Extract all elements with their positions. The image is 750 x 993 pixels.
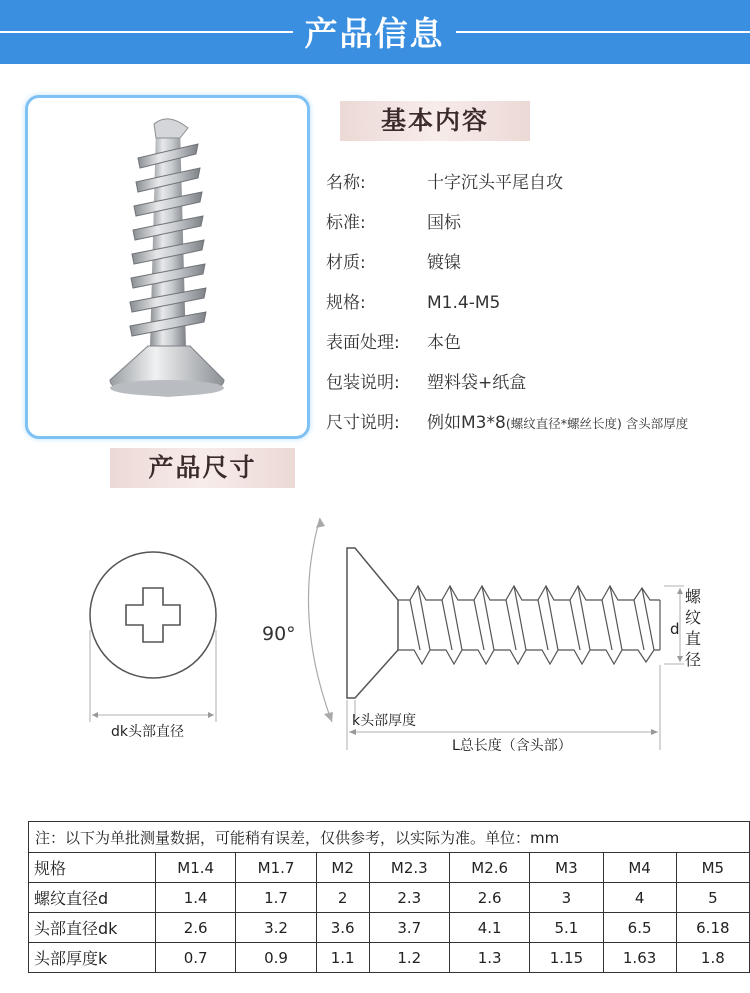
info-row-spec xyxy=(326,288,750,318)
table-cell: 3 xyxy=(530,883,603,913)
table-cell: 头部直径dk xyxy=(29,913,156,943)
info-row-size-note xyxy=(326,408,750,438)
table-cell: 3.7 xyxy=(369,913,449,943)
table-cell: 1.4 xyxy=(156,883,236,913)
table-cell: 0.9 xyxy=(236,943,316,973)
head-top-view-circle xyxy=(90,552,216,678)
table-cell: 5 xyxy=(676,883,749,913)
table-cell: 头部厚度k xyxy=(29,943,156,973)
table-cell: 3.6 xyxy=(316,913,369,943)
spec-table xyxy=(28,821,750,973)
info-value: M1.4-M5 xyxy=(427,293,501,313)
product-size-banner: 产品尺寸 xyxy=(110,448,295,488)
table-cell: 1.3 xyxy=(449,943,529,973)
d-label: d xyxy=(670,620,680,638)
header-line-left xyxy=(0,31,293,33)
table-cell: 1.7 xyxy=(236,883,316,913)
info-row-material xyxy=(326,248,750,278)
basic-content-banner: 基本内容 xyxy=(340,101,530,141)
table-cell: 1.1 xyxy=(316,943,369,973)
table-cell: 2.3 xyxy=(369,883,449,913)
info-value: 十字沉头平尾自攻 xyxy=(427,173,563,193)
table-header-cell: M1.4 xyxy=(156,853,236,883)
header-line-right xyxy=(456,31,750,33)
table-header-cell: M2.3 xyxy=(369,853,449,883)
table-cell: 4.1 xyxy=(449,913,529,943)
info-key: 包装说明: xyxy=(326,373,400,393)
product-photo xyxy=(25,95,310,439)
angle-label: 90° xyxy=(262,623,296,645)
table-cell: 螺纹直径d xyxy=(29,883,156,913)
table-cell: 1.2 xyxy=(369,943,449,973)
table-row xyxy=(29,943,750,973)
table-cell: 1.8 xyxy=(676,943,749,973)
screw-head-side xyxy=(347,548,398,698)
table-cell: 0.7 xyxy=(156,943,236,973)
table-header-cell: M3 xyxy=(530,853,603,883)
dimension-drawing xyxy=(0,500,750,770)
info-value: 本色 xyxy=(427,333,461,353)
table-note: 注：以下为单批测量数据，可能稍有误差，仅供参考，以实际为准。单位：mm xyxy=(29,822,750,853)
table-cell: 2.6 xyxy=(449,883,529,913)
size-example-tail: 含头部厚度 xyxy=(621,416,689,431)
info-row-packaging xyxy=(326,368,750,398)
info-value: 国标 xyxy=(427,213,461,233)
info-value xyxy=(427,408,688,439)
size-example-explain: (螺纹直径*螺丝长度) xyxy=(505,416,622,431)
phillips-cross-icon xyxy=(126,588,180,642)
table-cell: 6.18 xyxy=(676,913,749,943)
table-row xyxy=(29,883,750,913)
info-key: 材质: xyxy=(326,253,366,273)
info-value: 塑料袋+纸盒 xyxy=(427,373,527,393)
table-cell: 1.63 xyxy=(603,943,676,973)
table-cell: 6.5 xyxy=(603,913,676,943)
table-cell: 2.6 xyxy=(156,913,236,943)
info-key: 名称: xyxy=(326,173,366,193)
table-cell: 5.1 xyxy=(530,913,603,943)
info-key: 表面处理: xyxy=(326,333,400,353)
size-example: 例如M3*8 xyxy=(427,413,506,433)
head-thickness-label: k头部厚度 xyxy=(352,713,417,729)
table-header-cell: M5 xyxy=(676,853,749,883)
table-cell: 3.2 xyxy=(236,913,316,943)
table-header-row xyxy=(29,853,750,883)
page-title: 产品信息 xyxy=(304,14,445,53)
page-header xyxy=(0,0,750,64)
info-key: 标准: xyxy=(326,213,366,233)
table-header-cell: M4 xyxy=(603,853,676,883)
table-cell: 4 xyxy=(603,883,676,913)
angle-arc xyxy=(308,518,332,722)
table-note-row xyxy=(29,822,750,853)
screw-thread-side xyxy=(398,586,660,664)
screw-illustration xyxy=(28,98,307,436)
info-row-name xyxy=(326,168,750,198)
table-cell: 2 xyxy=(316,883,369,913)
info-key: 尺寸说明: xyxy=(326,413,400,433)
thread-diameter-label: 螺 纹 直 径 xyxy=(684,587,701,669)
info-row-surface xyxy=(326,328,750,358)
table-header-cell: M2.6 xyxy=(449,853,529,883)
table-header-cell: M2 xyxy=(316,853,369,883)
info-row-standard xyxy=(326,208,750,238)
table-row xyxy=(29,913,750,943)
info-value: 镀镍 xyxy=(427,253,461,273)
info-key: 规格: xyxy=(326,293,366,313)
table-header-cell: M1.7 xyxy=(236,853,316,883)
table-header-cell: 规格 xyxy=(29,853,156,883)
head-diameter-label: dk头部直径 xyxy=(111,724,184,740)
total-length-label: L总长度（含头部） xyxy=(452,738,572,754)
table-cell: 1.15 xyxy=(530,943,603,973)
